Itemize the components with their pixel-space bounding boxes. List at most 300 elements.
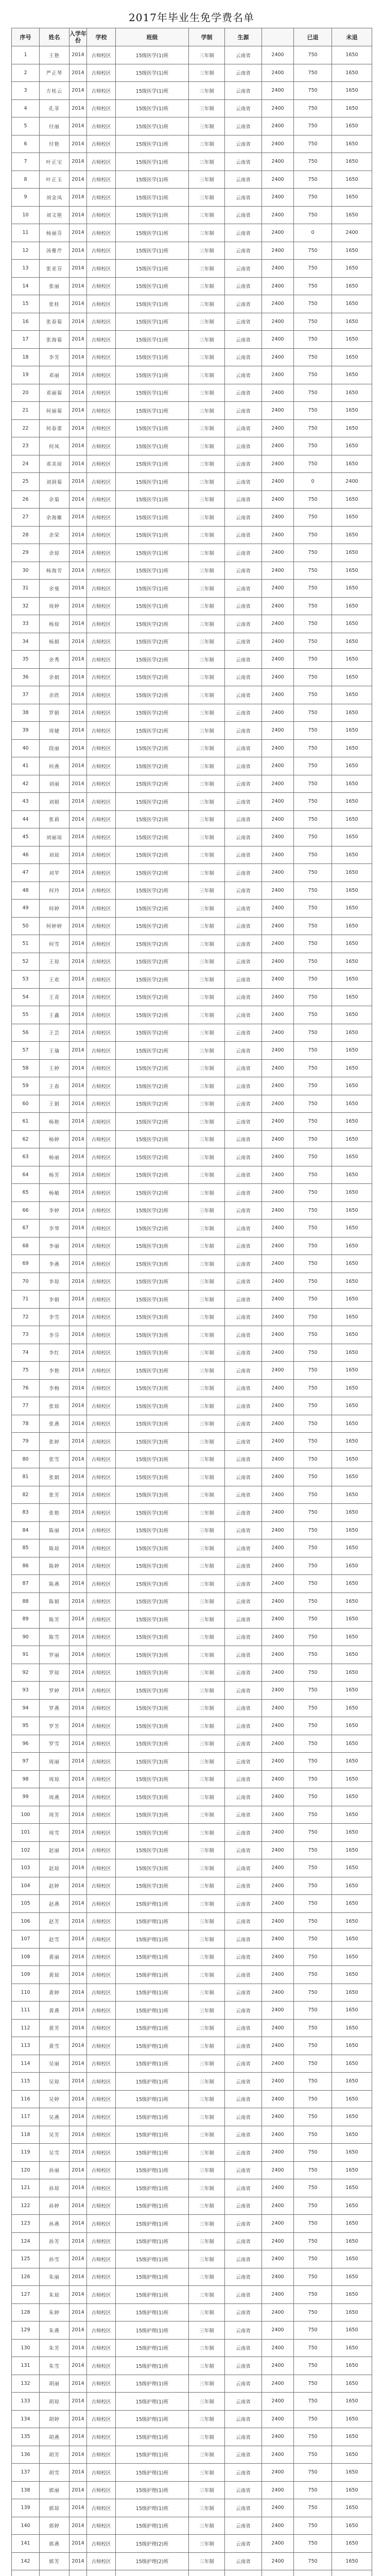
cell-index: 43 [12,793,40,811]
cell-unrefunded: 1650 [332,1966,372,1984]
cell-unrefunded: 1650 [332,828,372,846]
cell-name: 余曼 [40,580,69,598]
cell-school: 古师校区 [87,1006,116,1024]
table-row [12,2215,372,2233]
cell-year: 2014 [69,793,87,811]
cell-origin: 云南省 [225,651,262,669]
cell-school: 古师校区 [87,1895,116,1913]
cell-year: 2014 [69,1912,87,1930]
cell-school: 古师校区 [87,1486,116,1504]
cell-total: 2400 [262,1877,294,1895]
cell-name: 李芳 [40,348,69,366]
cell-index: 76 [12,1379,40,1397]
cell-duration: 三年制 [189,704,225,722]
cell-total: 2400 [262,2144,294,2162]
cell-year: 2014 [69,1273,87,1291]
table-row [12,2126,372,2144]
cell-refunded: 750 [294,313,332,331]
cell-total: 2400 [262,2410,294,2428]
cell-name: 胡雪 [40,2464,69,2482]
cell-year: 2014 [69,882,87,900]
cell-class: 15级护理(1)班 [116,2375,189,2393]
cell-total: 2400 [262,1201,294,1219]
table-row [12,2055,372,2073]
cell-school: 古师校区 [87,2464,116,2482]
cell-class: 15级医学(3)班 [116,1415,189,1433]
cell-class: 15级医学(2)班 [116,828,189,846]
cell-school: 古师校区 [87,1699,116,1717]
cell-total: 2400 [262,1006,294,1024]
cell-duration: 三年制 [189,1912,225,1930]
cell-total: 2400 [262,1219,294,1238]
table-row [12,2232,372,2250]
cell-year: 2014 [69,1664,87,1682]
table-row [12,189,372,207]
cell-duration: 三年制 [189,2339,225,2357]
cell-name: 郭婷 [40,2517,69,2535]
cell-origin: 云南省 [225,1255,262,1273]
table-row [12,1592,372,1611]
cell-name: 周芳 [40,1806,69,1824]
cell-school: 古师校区 [87,99,116,117]
cell-duration: 三年制 [189,722,225,740]
cell-year: 2014 [69,313,87,331]
cell-index: 44 [12,810,40,828]
cell-name: 汤雅芹 [40,242,69,260]
cell-duration: 三年制 [189,1379,225,1397]
table-row [12,1841,372,1859]
cell-unrefunded: 1650 [332,2161,372,2179]
cell-total: 2400 [262,2517,294,2535]
cell-class: 15级护理(1)班 [116,2019,189,2037]
cell-class: 15级医学(3)班 [116,1433,189,1451]
cell-total: 2400 [262,473,294,491]
cell-school: 古师校区 [87,2108,116,2126]
cell-duration: 三年制 [189,1326,225,1344]
cell-refunded: 750 [294,722,332,740]
cell-class: 15级医学(1)班 [116,224,189,242]
cell-school: 古师校区 [87,1148,116,1166]
cell-school: 古师校区 [87,1450,116,1468]
cell-class: 15级护理(1)班 [116,2303,189,2321]
cell-class: 15级护理(1)班 [116,2108,189,2126]
cell-index: 35 [12,651,40,669]
cell-origin: 云南省 [225,1219,262,1238]
cell-name: 杨艳 [40,1113,69,1131]
cell-unrefunded: 1650 [332,810,372,828]
cell-index: 94 [12,1699,40,1717]
cell-school: 古师校区 [87,82,116,100]
cell-year: 2014 [69,135,87,153]
cell-year: 2014 [69,2250,87,2268]
table-row [12,1806,372,1824]
cell-school: 古师校区 [87,206,116,224]
cell-class: 15级医学(1)班 [116,509,189,527]
table-row [12,1291,372,1309]
cell-index: 50 [12,917,40,935]
table-row [12,206,372,224]
cell-unrefunded: 1650 [332,1113,372,1131]
cell-total: 2400 [262,1273,294,1291]
cell-school: 古师校区 [87,509,116,527]
cell-duration: 三年制 [189,1486,225,1504]
cell-school: 古师校区 [87,473,116,491]
cell-class: 15级医学(2)班 [116,739,189,757]
cell-year: 2014 [69,2144,87,2162]
cell-name: 张艳 [40,1504,69,1522]
cell-unrefunded: 1650 [332,882,372,900]
cell-year: 2014 [69,1379,87,1397]
cell-index: 23 [12,437,40,455]
cell-refunded: 750 [294,988,332,1006]
table-row [12,331,372,349]
cell-school: 古师校区 [87,2073,116,2091]
cell-index: 117 [12,2108,40,2126]
cell-refunded: 750 [294,1006,332,1024]
cell-index: 92 [12,1664,40,1682]
cell-unrefunded: 1650 [332,2339,372,2357]
cell-unrefunded: 1650 [332,1628,372,1646]
table-row [12,615,372,633]
cell-unrefunded: 1650 [332,1415,372,1433]
cell-refunded: 750 [294,971,332,989]
cell-class: 15级护理(1)班 [116,2037,189,2055]
cell-origin: 云南省 [225,1273,262,1291]
cell-duration: 三年制 [189,2179,225,2197]
cell-index: 55 [12,1006,40,1024]
cell-school: 古师校区 [87,366,116,384]
cell-refunded: 750 [294,846,332,864]
cell-year: 2014 [69,384,87,402]
cell-class: 15级医学(2)班 [116,1095,189,1113]
cell-year: 2014 [69,2232,87,2250]
cell-origin: 云南省 [225,2037,262,2055]
cell-unrefunded: 1650 [332,1006,372,1024]
cell-origin: 云南省 [225,2019,262,2037]
cell-school: 古师校区 [87,1379,116,1397]
cell-unrefunded: 1650 [332,1326,372,1344]
cell-unrefunded: 1650 [332,864,372,882]
table-row [12,1201,372,1219]
cell-index: 63 [12,1148,40,1166]
cell-school: 古师校区 [87,171,116,189]
cell-school: 古师校区 [87,953,116,971]
cell-refunded: 750 [294,1415,332,1433]
cell-class: 15级护理(1)班 [116,2286,189,2304]
cell-total: 2400 [262,2179,294,2197]
cell-school: 古师校区 [87,1415,116,1433]
cell-name: 王鑫 [40,1006,69,1024]
cell-refunded: 750 [294,2250,332,2268]
cell-index: 38 [12,704,40,722]
cell-origin: 云南省 [225,1539,262,1557]
cell-total: 2400 [262,2197,294,2215]
cell-refunded: 750 [294,1699,332,1717]
cell-class: 15级医学(2)班 [116,775,189,793]
cell-index: 118 [12,2126,40,2144]
cell-year: 2014 [69,722,87,740]
cell-origin: 云南省 [225,2268,262,2286]
cell-unrefunded: 1650 [332,1717,372,1735]
cell-unrefunded: 1650 [332,1397,372,1415]
cell-refunded: 750 [294,686,332,704]
table-row [12,651,372,669]
cell-name: 陈娟 [40,1592,69,1611]
cell-duration: 三年制 [189,348,225,366]
cell-refunded: 750 [294,206,332,224]
cell-origin: 云南省 [225,953,262,971]
cell-class: 15级医学(2)班 [116,757,189,775]
cell-duration: 三年制 [189,82,225,100]
cell-class: 15级护理(1)班 [116,2517,189,2535]
cell-unrefunded: 1650 [332,1930,372,1948]
cell-name: 张雪 [40,1450,69,1468]
cell-year: 2014 [69,2215,87,2233]
cell-refunded: 750 [294,2055,332,2073]
cell-year: 2014 [69,1877,87,1895]
cell-school: 古师校区 [87,242,116,260]
cell-year: 2014 [69,704,87,722]
table-row [12,1699,372,1717]
cell-duration: 三年制 [189,1024,225,1042]
cell-total: 2400 [262,46,294,64]
cell-unrefunded: 1650 [332,2357,372,2375]
cell-name: 吴芳 [40,2126,69,2144]
cell-total: 2400 [262,828,294,846]
cell-class: 15级医学(2)班 [116,971,189,989]
cell-unrefunded: 1650 [332,2517,372,2535]
table-row [12,366,372,384]
cell-duration: 三年制 [189,2303,225,2321]
cell-school: 古师校区 [87,2232,116,2250]
table-row [12,1895,372,1913]
cell-year: 2014 [69,331,87,349]
cell-class: 15级医学(3)班 [116,1291,189,1309]
cell-index: 72 [12,1308,40,1326]
cell-duration: 三年制 [189,651,225,669]
cell-total: 2400 [262,953,294,971]
cell-class: 15级医学(1)班 [116,562,189,580]
cell-school: 古师校区 [87,828,116,846]
cell-name: 陈燕 [40,1575,69,1593]
cell-total: 2400 [262,2126,294,2144]
cell-unrefunded: 1650 [332,2499,372,2517]
cell-refunded: 750 [294,828,332,846]
cell-origin: 云南省 [225,1450,262,1468]
cell-name: 杨芳 [40,1166,69,1184]
table-row [12,1521,372,1539]
cell-class: 15级医学(2)班 [116,686,189,704]
cell-unrefunded: 1650 [332,793,372,811]
cell-index: 65 [12,1184,40,1202]
cell-class: 15级医学(2)班 [116,1166,189,1184]
cell-index: 62 [12,1130,40,1148]
table-row [12,2250,372,2268]
cell-origin: 云南省 [225,1326,262,1344]
cell-refunded: 750 [294,668,332,686]
cell-refunded: 750 [294,1717,332,1735]
cell-total: 2400 [262,1326,294,1344]
cell-name: 李丽 [40,1237,69,1255]
table-row [12,1273,372,1291]
cell-refunded: 750 [294,1806,332,1824]
cell-total: 2400 [262,2375,294,2393]
cell-total: 2400 [262,2552,294,2570]
cell-total: 2400 [262,1255,294,1273]
cell-school: 古师校区 [87,2144,116,2162]
cell-school: 古师校区 [87,971,116,989]
cell-class: 15级医学(1)班 [116,473,189,491]
cell-refunded: 750 [294,1539,332,1557]
table-row [12,277,372,295]
cell-school: 古师校区 [87,1433,116,1451]
cell-origin: 云南省 [225,331,262,349]
cell-unrefunded: 1650 [332,1468,372,1486]
cell-duration: 三年制 [189,2517,225,2535]
cell-refunded: 750 [294,189,332,207]
cell-duration: 三年制 [189,1806,225,1824]
cell-duration: 三年制 [189,2037,225,2055]
cell-index: 77 [12,1397,40,1415]
cell-total: 2400 [262,2108,294,2126]
table-row [12,2410,372,2428]
table-row [12,1664,372,1682]
cell-duration: 三年制 [189,1770,225,1788]
cell-unrefunded [332,2570,372,2576]
cell-refunded: 750 [294,2303,332,2321]
cell-refunded: 750 [294,1148,332,1166]
cell-index: 80 [12,1450,40,1468]
cell-duration: 三年制 [189,490,225,509]
cell-duration: 三年制 [189,1611,225,1629]
cell-duration: 三年制 [189,1308,225,1326]
cell-school: 古师校区 [87,64,116,82]
cell-class: 15级医学(1)班 [116,153,189,171]
cell-year: 2014 [69,1450,87,1468]
cell-duration: 三年制 [189,2019,225,2037]
cell-refunded: 750 [294,1184,332,1202]
cell-total: 2400 [262,1735,294,1753]
cell-name: 刘丽 [40,775,69,793]
cell-year: 2014 [69,2090,87,2108]
cell-duration: 三年制 [189,1077,225,1095]
cell-duration: 三年制 [189,2161,225,2179]
cell-duration: 三年制 [189,580,225,598]
cell-total: 2400 [262,206,294,224]
cell-school: 古师校区 [87,1344,116,1362]
cell-class: 15级医学(3)班 [116,1646,189,1664]
cell-school: 古师校区 [87,1841,116,1859]
cell-duration: 三年制 [189,2428,225,2446]
cell-unrefunded: 1650 [332,1433,372,1451]
cell-school: 古师校区 [87,1539,116,1557]
cell-name: 余荣 [40,526,69,544]
cell-duration: 三年制 [189,562,225,580]
cell-refunded: 750 [294,1521,332,1539]
cell-total: 2400 [262,1450,294,1468]
cell-total: 2400 [262,2268,294,2286]
cell-origin: 云南省 [225,1308,262,1326]
cell-class: 15级医学(1)班 [116,455,189,473]
cell-unrefunded: 1650 [332,1184,372,1202]
table-row [12,1770,372,1788]
table-row [12,686,372,704]
cell-class: 15级医学(1)班 [116,544,189,562]
cell-refunded: 750 [294,1770,332,1788]
cell-total: 2400 [262,1148,294,1166]
cell-year: 2014 [69,580,87,598]
cell-unrefunded: 1650 [332,2126,372,2144]
cell-index: 53 [12,971,40,989]
cell-name: 朱丽 [40,2268,69,2286]
cell-refunded: 750 [294,1344,332,1362]
cell-unrefunded: 1650 [332,2481,372,2499]
cell-total: 2400 [262,1948,294,1966]
cell-duration: 三年制 [189,988,225,1006]
cell-unrefunded: 1650 [332,1646,372,1664]
cell-class: 15级医学(1)班 [116,135,189,153]
cell-year: 2014 [69,437,87,455]
cell-school: 古师校区 [87,117,116,135]
cell-class: 15级医学(3)班 [116,1788,189,1806]
cell-duration: 三年制 [189,2108,225,2126]
cell-index: 25 [12,473,40,491]
cell-duration: 三年制 [189,1682,225,1700]
cell-class: 15级医学(2)班 [116,1042,189,1060]
fee-waiver-table [11,28,372,2576]
cell-year: 2014 [69,828,87,846]
cell-origin: 云南省 [225,1895,262,1913]
cell-name: 罗芳 [40,1717,69,1735]
cell-year: 2014 [69,2002,87,2020]
cell-origin: 云南省 [225,1148,262,1166]
cell-index: 124 [12,2232,40,2250]
cell-year: 2014 [69,1753,87,1771]
cell-duration: 三年制 [189,1255,225,1273]
cell-class: 15级护理(1)班 [116,2428,189,2446]
cell-class: 15级护理(1)班 [116,2393,189,2411]
cell-class: 15级医学(2)班 [116,846,189,864]
cell-total: 2400 [262,295,294,313]
cell-school: 古师校区 [87,1753,116,1771]
cell-refunded: 750 [294,2197,332,2215]
cell-class: 15级护理(1)班 [116,2339,189,2357]
cell-total: 2400 [262,1362,294,1380]
table-row [12,2073,372,2091]
cell-name: 张桂 [40,295,69,313]
cell-refunded: 750 [294,775,332,793]
cell-origin: 云南省 [225,1575,262,1593]
cell-class: 15级护理(1)班 [116,2179,189,2197]
table-row [12,384,372,402]
cell-year: 2014 [69,1397,87,1415]
cell-origin [225,2570,262,2576]
table-row [12,1397,372,1415]
cell-class: 15级医学(3)班 [116,1717,189,1735]
cell-name: 张春菊 [40,313,69,331]
cell-class: 15级医学(2)班 [116,1201,189,1219]
cell-school: 古师校区 [87,1682,116,1700]
cell-origin: 云南省 [225,1397,262,1415]
cell-class: 15级医学(1)班 [116,277,189,295]
cell-refunded: 750 [294,2144,332,2162]
cell-class: 15级医学(3)班 [116,1344,189,1362]
cell-class: 15级护理(2)班 [116,2552,189,2570]
cell-school: 古师校区 [87,597,116,615]
cell-name: 陈婷 [40,1557,69,1575]
cell-class: 15级护理(1)班 [116,2481,189,2499]
cell-index: 20 [12,384,40,402]
